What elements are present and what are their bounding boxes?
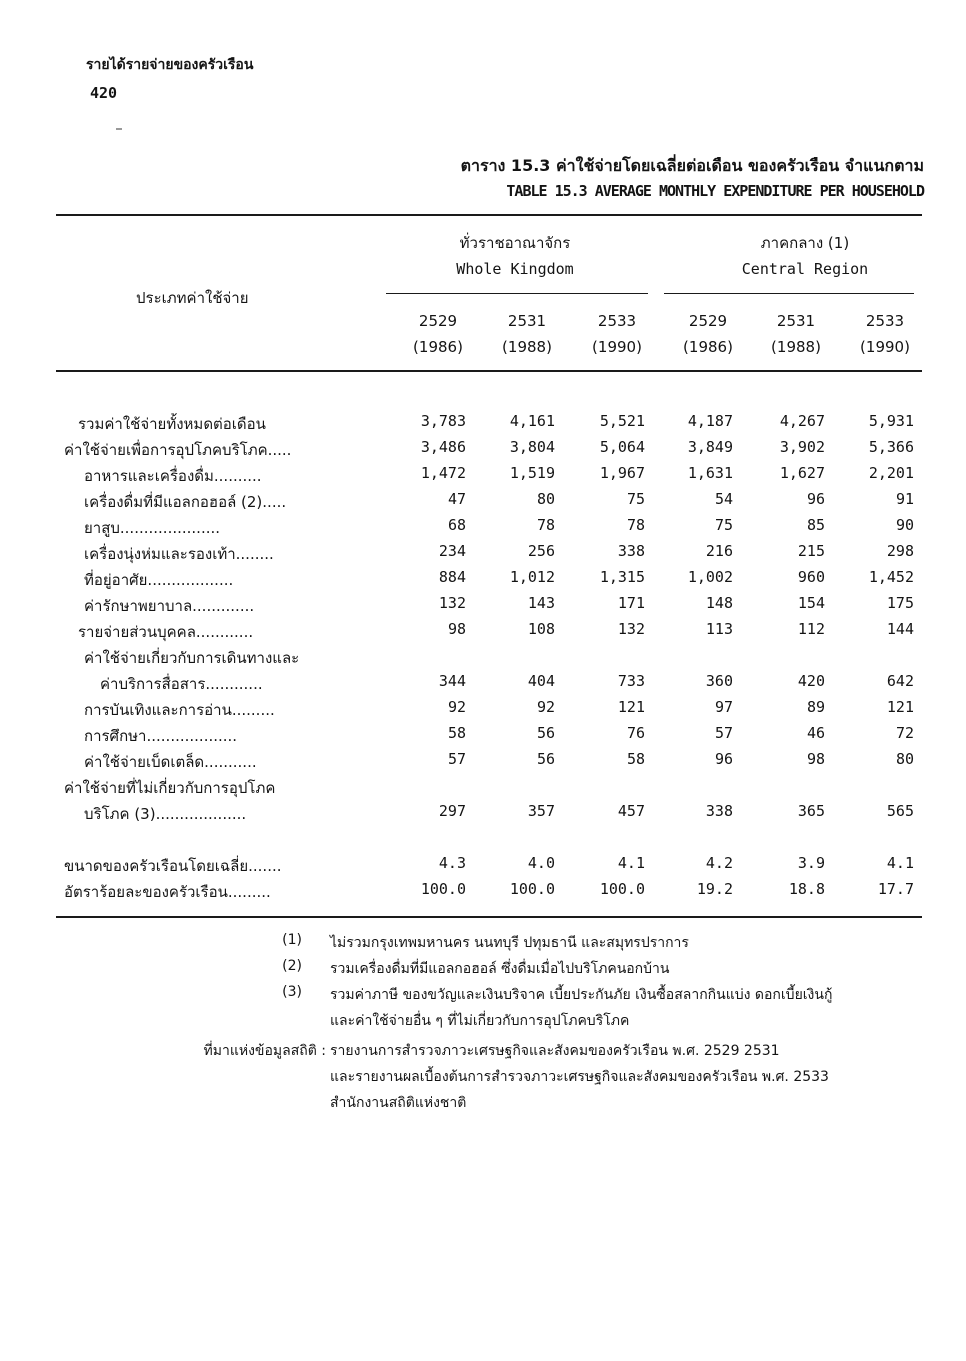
row-label: การศึกษา................... bbox=[84, 727, 238, 745]
cell-value: 17.7 bbox=[877, 880, 914, 898]
footnote-text: และค่าใช้จ่ายอื่น ๆ ที่ไม่เกี่ยวกับการอุปโภคบริโภค bbox=[330, 1013, 630, 1029]
row-header-label: ประเภทค่าใช้จ่าย bbox=[136, 289, 249, 307]
cell-value: 420 bbox=[797, 672, 825, 690]
cell-value: 100.0 bbox=[420, 880, 466, 898]
table-row bbox=[0, 568, 966, 594]
cell-value: 121 bbox=[617, 698, 645, 716]
scan-speck bbox=[116, 128, 122, 130]
cell-value: 78 bbox=[536, 516, 555, 534]
cell-value: 96 bbox=[806, 490, 825, 508]
group-label-thai: ทั่วราชอาณาจักร bbox=[459, 234, 571, 252]
cell-value: 85 bbox=[806, 516, 825, 534]
cell-value: 175 bbox=[886, 594, 914, 612]
year-ce: (1990) bbox=[860, 338, 910, 356]
cell-value: 18.8 bbox=[788, 880, 825, 898]
cell-value: 113 bbox=[705, 620, 733, 638]
cell-value: 100.0 bbox=[599, 880, 645, 898]
row-label: ที่อยู่อาศัย.................. bbox=[84, 571, 234, 589]
cell-value: 642 bbox=[886, 672, 914, 690]
cell-value: 154 bbox=[797, 594, 825, 612]
table-title-thai: ตาราง 15.3 ค่าใช้จ่ายโดยเฉลี่ยต่อเดือน ของครัวเรือน จำแนกตาม bbox=[460, 156, 924, 175]
cell-value: 234 bbox=[438, 542, 466, 560]
cell-value: 256 bbox=[527, 542, 555, 560]
cell-value: 91 bbox=[895, 490, 914, 508]
row-label: การบันเทิงและการอ่าน......... bbox=[84, 701, 275, 719]
row-label: อาหารและเครื่องดื่ม.......... bbox=[84, 467, 262, 485]
cell-value: 4.3 bbox=[438, 854, 466, 872]
year-ce: (1986) bbox=[683, 338, 733, 356]
cell-value: 1,315 bbox=[599, 568, 645, 586]
cell-value: 100.0 bbox=[509, 880, 555, 898]
cell-value: 98 bbox=[447, 620, 466, 638]
table-row bbox=[0, 646, 966, 672]
row-label: ค่าใช้จ่ายเพื่อการอุปโภคบริโภค..... bbox=[64, 441, 292, 459]
table-row bbox=[0, 412, 966, 438]
cell-value: 132 bbox=[438, 594, 466, 612]
footnote-text: รวมค่าภาษี ของขวัญและเงินบริจาค เบี้ยประกันภัย เงินซื้อสลากกินแบ่ง ดอกเบี้ยเงินกู้ bbox=[330, 987, 833, 1003]
cell-value: 365 bbox=[797, 802, 825, 820]
cell-value: 4.0 bbox=[527, 854, 555, 872]
row-label: ค่ารักษาพยาบาล............. bbox=[84, 597, 255, 615]
cell-value: 97 bbox=[714, 698, 733, 716]
cell-value: 5,521 bbox=[599, 412, 645, 430]
cell-value: 112 bbox=[797, 620, 825, 638]
cell-value: 1,012 bbox=[509, 568, 555, 586]
cell-value: 80 bbox=[895, 750, 914, 768]
cell-value: 78 bbox=[626, 516, 645, 534]
cell-value: 47 bbox=[447, 490, 466, 508]
cell-value: 57 bbox=[447, 750, 466, 768]
table-row bbox=[0, 776, 966, 802]
row-label: เครื่องนุ่งห่มและรองเท้า........ bbox=[84, 545, 274, 563]
row-label: ขนาดของครัวเรือนโดยเฉลี่ย....... bbox=[64, 857, 282, 875]
cell-value: 1,452 bbox=[868, 568, 914, 586]
year-be: 2529 bbox=[418, 312, 458, 330]
row-label: ค่าบริการสื่อสาร............ bbox=[100, 675, 263, 693]
cell-value: 1,472 bbox=[420, 464, 466, 482]
table-row bbox=[0, 542, 966, 568]
year-be: 2533 bbox=[865, 312, 905, 330]
cell-value: 3,783 bbox=[420, 412, 466, 430]
year-be: 2529 bbox=[688, 312, 728, 330]
source-key: ที่มาแห่งข้อมูลสถิติ : bbox=[203, 1043, 326, 1059]
cell-value: 884 bbox=[438, 568, 466, 586]
cell-value: 338 bbox=[617, 542, 645, 560]
year-header bbox=[487, 308, 567, 360]
cell-value: 72 bbox=[895, 724, 914, 742]
cell-value: 92 bbox=[536, 698, 555, 716]
cell-value: 4.1 bbox=[617, 854, 645, 872]
cell-value: 58 bbox=[447, 724, 466, 742]
cell-value: 344 bbox=[438, 672, 466, 690]
cell-value: 565 bbox=[886, 802, 914, 820]
cell-value: 121 bbox=[886, 698, 914, 716]
cell-value: 98 bbox=[806, 750, 825, 768]
year-header bbox=[668, 308, 748, 360]
group-rule-whole-kingdom bbox=[386, 293, 648, 294]
footnote-text: รวมเครื่องดื่มที่มีแอลกอฮอล์ ซึ่งดื่มเมื่อไปบริโภคนอกบ้าน bbox=[330, 961, 670, 977]
cell-value: 297 bbox=[438, 802, 466, 820]
cell-value: 1,519 bbox=[509, 464, 555, 482]
year-ce: (1988) bbox=[771, 338, 821, 356]
cell-value: 75 bbox=[626, 490, 645, 508]
cell-value: 3,486 bbox=[420, 438, 466, 456]
table-bottom-rule bbox=[56, 916, 922, 918]
cell-value: 3,849 bbox=[687, 438, 733, 456]
cell-value: 216 bbox=[705, 542, 733, 560]
table-row bbox=[0, 828, 966, 854]
cell-value: 298 bbox=[886, 542, 914, 560]
table-row bbox=[0, 620, 966, 646]
cell-value: 215 bbox=[797, 542, 825, 560]
page-number: 420 bbox=[90, 84, 118, 102]
year-ce: (1990) bbox=[592, 338, 642, 356]
year-header bbox=[845, 308, 925, 360]
year-ce: (1988) bbox=[502, 338, 552, 356]
cell-value: 733 bbox=[617, 672, 645, 690]
cell-value: 108 bbox=[527, 620, 555, 638]
cell-value: 75 bbox=[714, 516, 733, 534]
source-line: รายงานการสำรวจภาวะเศรษฐกิจและสังคมของครัวเรือน พ.ศ. 2529 2531 bbox=[330, 1043, 780, 1059]
year-header bbox=[756, 308, 836, 360]
table-row bbox=[0, 594, 966, 620]
group-rule-central-region bbox=[664, 293, 914, 294]
cell-value: 3,902 bbox=[779, 438, 825, 456]
footnote-key: (1) bbox=[282, 932, 302, 948]
group-label-english: Central Region bbox=[741, 260, 869, 278]
source-line: สำนักงานสถิติแห่งชาติ bbox=[330, 1095, 467, 1111]
row-label: อัตราร้อยละของครัวเรือน......... bbox=[64, 883, 271, 901]
cell-value: 148 bbox=[705, 594, 733, 612]
row-label: ค่าใช้จ่ายเบ็ดเตล็ด........... bbox=[84, 753, 257, 771]
cell-value: 4.1 bbox=[886, 854, 914, 872]
cell-value: 92 bbox=[447, 698, 466, 716]
cell-value: 57 bbox=[714, 724, 733, 742]
cell-value: 143 bbox=[527, 594, 555, 612]
group-header-whole-kingdom bbox=[400, 230, 630, 282]
cell-value: 19.2 bbox=[696, 880, 733, 898]
cell-value: 80 bbox=[536, 490, 555, 508]
cell-value: 1,002 bbox=[687, 568, 733, 586]
cell-value: 4,161 bbox=[509, 412, 555, 430]
cell-value: 76 bbox=[626, 724, 645, 742]
cell-value: 144 bbox=[886, 620, 914, 638]
cell-value: 2,201 bbox=[868, 464, 914, 482]
cell-value: 4,267 bbox=[779, 412, 825, 430]
table-row bbox=[0, 672, 966, 698]
year-ce: (1986) bbox=[413, 338, 463, 356]
row-label: ค่าใช้จ่ายที่ไม่เกี่ยวกับการอุปโภค bbox=[64, 779, 276, 797]
running-header-title: รายได้รายจ่ายของครัวเรือน bbox=[86, 57, 254, 73]
cell-value: 4,187 bbox=[687, 412, 733, 430]
top-rule bbox=[56, 214, 922, 216]
cell-value: 68 bbox=[447, 516, 466, 534]
footnote-key: (3) bbox=[282, 984, 302, 1000]
group-label-thai: ภาคกลาง (1) bbox=[760, 234, 850, 252]
cell-value: 96 bbox=[714, 750, 733, 768]
cell-value: 404 bbox=[527, 672, 555, 690]
cell-value: 54 bbox=[714, 490, 733, 508]
table-title-english: TABLE 15.3 AVERAGE MONTHLY EXPENDITURE PER HOUSEHOLD bbox=[506, 182, 924, 200]
footnote-key: (2) bbox=[282, 958, 302, 974]
cell-value: 56 bbox=[536, 750, 555, 768]
year-be: 2531 bbox=[776, 312, 816, 330]
table-row bbox=[0, 516, 966, 542]
cell-value: 3.9 bbox=[797, 854, 825, 872]
row-label: ค่าใช้จ่ายเกี่ยวกับการเดินทางและ bbox=[84, 649, 300, 667]
table-row bbox=[0, 698, 966, 724]
cell-value: 46 bbox=[806, 724, 825, 742]
year-be: 2531 bbox=[507, 312, 547, 330]
cell-value: 3,804 bbox=[509, 438, 555, 456]
table-row bbox=[0, 724, 966, 750]
table-row bbox=[0, 438, 966, 464]
cell-value: 89 bbox=[806, 698, 825, 716]
table-row bbox=[0, 802, 966, 828]
row-label: เครื่องดื่มที่มีแอลกอฮอล์ (2)..... bbox=[84, 493, 287, 511]
table-row bbox=[0, 880, 966, 906]
cell-value: 132 bbox=[617, 620, 645, 638]
cell-value: 5,064 bbox=[599, 438, 645, 456]
table-row bbox=[0, 750, 966, 776]
cell-value: 338 bbox=[705, 802, 733, 820]
group-header-central-region bbox=[690, 230, 920, 282]
table-row bbox=[0, 490, 966, 516]
header-bottom-rule bbox=[56, 370, 922, 372]
cell-value: 360 bbox=[705, 672, 733, 690]
row-label: รวมค่าใช้จ่ายทั้งหมดต่อเดือน bbox=[78, 415, 266, 433]
row-label: ยาสูบ..................... bbox=[84, 519, 221, 537]
year-header bbox=[577, 308, 657, 360]
table-row bbox=[0, 464, 966, 490]
row-label: รายจ่ายส่วนบุคคล............ bbox=[78, 623, 254, 641]
cell-value: 5,366 bbox=[868, 438, 914, 456]
cell-value: 457 bbox=[617, 802, 645, 820]
cell-value: 56 bbox=[536, 724, 555, 742]
cell-value: 5,931 bbox=[868, 412, 914, 430]
footnote-text: ไม่รวมกรุงเทพมหานคร นนทบุรี ปทุมธานี และสมุทรปราการ bbox=[330, 935, 689, 951]
source-line: และรายงานผลเบื้องต้นการสำรวจภาวะเศรษฐกิจและสังคมของครัวเรือน พ.ศ. 2533 bbox=[330, 1069, 829, 1085]
cell-value: 1,627 bbox=[779, 464, 825, 482]
cell-value: 1,631 bbox=[687, 464, 733, 482]
cell-value: 1,967 bbox=[599, 464, 645, 482]
cell-value: 960 bbox=[797, 568, 825, 586]
cell-value: 90 bbox=[895, 516, 914, 534]
year-be: 2533 bbox=[597, 312, 637, 330]
cell-value: 171 bbox=[617, 594, 645, 612]
cell-value: 4.2 bbox=[705, 854, 733, 872]
table-row bbox=[0, 854, 966, 880]
cell-value: 357 bbox=[527, 802, 555, 820]
year-header bbox=[398, 308, 478, 360]
row-label: บริโภค (3)................... bbox=[84, 805, 247, 823]
cell-value: 58 bbox=[626, 750, 645, 768]
group-label-english: Whole Kingdom bbox=[456, 260, 574, 278]
